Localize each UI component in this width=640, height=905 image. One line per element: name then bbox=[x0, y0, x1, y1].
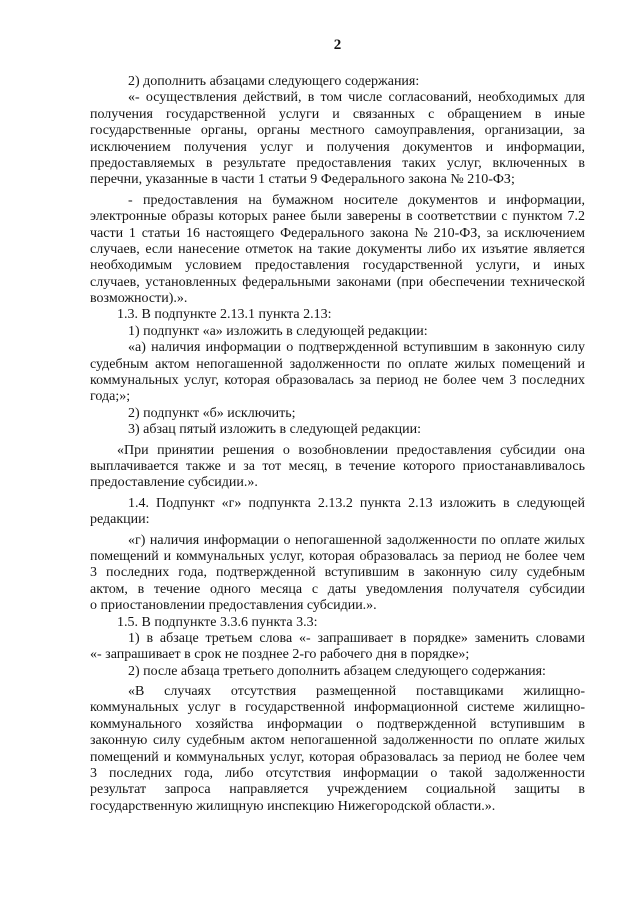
text-line: «- осуществления действий, в том числе согласований, необходимых для bbox=[128, 90, 585, 106]
text-line: 2) подпункт «б» исключить; bbox=[128, 405, 296, 421]
paragraph bbox=[90, 664, 585, 680]
paragraph bbox=[90, 496, 585, 529]
text-line: 2) дополнить абзацами следующего содержания: bbox=[128, 74, 420, 89]
page-number: 2 bbox=[333, 37, 342, 53]
paragraph bbox=[90, 193, 585, 308]
paragraph bbox=[90, 307, 585, 323]
paragraph bbox=[90, 406, 585, 422]
text-line: перечни, указанные в части 1 статьи 9 Федерального закона № 210-ФЗ; bbox=[90, 172, 515, 188]
text-line: помещений и коммунальных услуг, которая образовалась за период не более чем bbox=[90, 749, 585, 765]
text-line: 3 последних года, подтвержденной вступившим в законную силу судебным bbox=[90, 565, 585, 581]
document-body bbox=[90, 74, 585, 815]
text-line: случаев, установленных федеральными законами (при обеспечении технической bbox=[90, 274, 585, 290]
paragraph bbox=[90, 90, 585, 188]
text-line: коммунального хозяйства информации о подтвержденной вступившим в bbox=[90, 716, 585, 732]
text-line: 1.4. Подпункт «г» подпункта 2.13.2 пункта 2.13 изложить в следующей bbox=[128, 495, 585, 511]
text-line: коммунальных услуг в государственной информационной системе жилищно- bbox=[90, 700, 585, 716]
paragraph bbox=[90, 422, 585, 438]
paragraph bbox=[90, 631, 585, 664]
text-line: «В случаях отсутствия размещенной поставщиками жилищно- bbox=[128, 684, 585, 700]
text-line: «г) наличия информации о непогашенной задолженности по оплате жилых bbox=[128, 532, 585, 548]
text-line: 1.5. В подпункте 3.3.6 пункта 3.3: bbox=[117, 614, 318, 630]
text-line: судебным актом непогашенной задолженности по оплате жилых помещений и bbox=[90, 356, 585, 372]
text-line: помещений и коммунальных услуг, которая образовалась за период не более чем bbox=[90, 548, 585, 564]
text-line: «- запрашивает в срок не позднее 2-го рабочего дня в порядке»; bbox=[90, 647, 470, 663]
text-line: «а) наличия информации о подтвержденной вступившим в законную силу bbox=[128, 340, 585, 356]
paragraph bbox=[90, 615, 585, 631]
paragraph bbox=[90, 324, 585, 340]
paragraph bbox=[90, 684, 585, 815]
text-line: необходимым условием предоставления государственной услуги, и иных bbox=[90, 258, 585, 274]
text-line: исключением получения услуг и получения документов и информации, bbox=[90, 139, 585, 155]
text-line: 3) абзац пятый изложить в следующей редакции: bbox=[128, 422, 421, 438]
text-line: актом, в течение одного месяца с даты уведомления получателя субсидии bbox=[90, 581, 585, 597]
text-line: получения государственной услуги и связанных с обращением в иные bbox=[90, 106, 585, 122]
text-line: случаев, если нанесение отметок на такие документы либо их изъятие является bbox=[90, 241, 585, 257]
text-line: государственную жилищную инспекцию Нижегородской области.». bbox=[90, 798, 496, 814]
text-line: коммунальных услуг, которая образовалась за период не более чем 3 последних bbox=[90, 373, 585, 389]
text-line: предоставляемых в результате предоставления таких услуг, включенных в bbox=[90, 155, 585, 171]
paragraph bbox=[90, 74, 585, 90]
text-line: результат запроса направляется учреждением социальной защиты в bbox=[90, 782, 585, 798]
paragraph bbox=[90, 533, 585, 615]
text-line: года;»; bbox=[90, 389, 131, 405]
text-line: законную силу судебным актом непогашенной задолженности по оплате жилых bbox=[90, 733, 585, 749]
text-line: 1) подпункт «а» изложить в следующей редакции: bbox=[128, 323, 428, 339]
text-line: выплачивается также и за тот месяц, в течение которого приостанавливалось bbox=[90, 458, 585, 474]
text-line: возможности).». bbox=[90, 291, 188, 307]
text-line: редакции: bbox=[90, 512, 150, 528]
text-line: 3 последних года, либо отсутствия информации о такой задолженности bbox=[90, 766, 585, 782]
text-line: части 1 статьи 16 настоящего Федерального закона № 210-ФЗ, за исключением bbox=[90, 225, 585, 241]
text-line: о приостановлении предоставления субсидии.». bbox=[90, 598, 377, 614]
paragraph bbox=[90, 340, 585, 406]
text-line: «При принятии решения о возобновлении предоставления субсидии она bbox=[117, 442, 585, 458]
text-line: электронные образы которых ранее были заверены в соответствии с пунктом 7.2 bbox=[90, 209, 585, 225]
text-line: - предоставления на бумажном носителе документов и информации, bbox=[128, 192, 585, 208]
text-line: государственные органы, органы местного самоуправления, организации, за bbox=[90, 123, 585, 139]
text-line: 2) после абзаца третьего дополнить абзацем следующего содержания: bbox=[128, 663, 546, 679]
paragraph bbox=[90, 443, 585, 492]
text-line: предоставление субсидии.». bbox=[90, 475, 258, 491]
text-line: 1.3. В подпункте 2.13.1 пункта 2.13: bbox=[117, 307, 332, 323]
text-line: 1) в абзаце третьем слова «- запрашивает в порядке» заменить словами bbox=[128, 630, 585, 646]
